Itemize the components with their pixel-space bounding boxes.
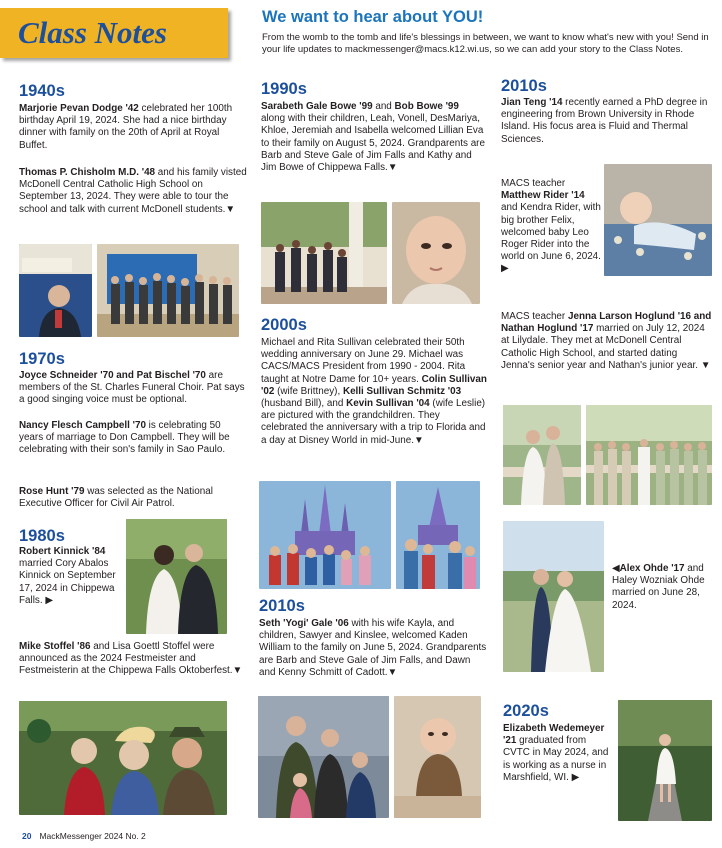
note-teng: Jian Teng '14 recently earned a PhD degree in engineering from Brown University in Rhode Island. His focus area is Fluid and Thermal Sciences. — [501, 97, 708, 145]
section-1970s: 1970s — [19, 350, 65, 368]
section-1990s: 1990s — [261, 80, 307, 98]
intro-block — [262, 8, 714, 55]
note-wedemeyer: Elizabeth Wedemeyer '21 graduated from CVTC in May 2024, and is working as a nurse in Marshfield, WI. ▶ — [503, 723, 609, 783]
note-bowe: Sarabeth Gale Bowe '99 and Bob Bowe '99 along with their children, Leah, Vonell, DesMariya, Khloe, Jeremiah and Isabella welcomed Lillian Eva to their family on August 5, 2024. Grandparents are Barb and Steve Gale of Jim Falls and Kathy and Jim Bowe of Chippewa Falls.▼ — [261, 101, 485, 174]
photo-gale-family — [258, 696, 389, 818]
note-stoffel: Mike Stoffel '86 and Lisa Goettl Stoffel were announced as the 2024 Festmeister and Festmeisterin at the Chippewa Falls Oktoberfest.▼ — [19, 641, 243, 677]
photo-sullivan-disney-couple — [396, 481, 480, 589]
intro-heading: We want to hear about YOU! — [262, 8, 484, 26]
photo-sullivan-disney-group — [259, 481, 391, 589]
note-chisholm: Thomas P. Chisholm M.D. '48 and his family visted McDonell Central Catholic High School on September 13, 2024. They were able to tour the school and talk with current McDonell students.▼ — [19, 167, 247, 215]
section-2020s: 2020s — [503, 702, 549, 720]
photo-chisholm-family — [97, 244, 239, 337]
photo-wedemeyer-graduate — [618, 700, 712, 821]
note-sullivan: Michael and Rita Sullivan celebrated their 50th wedding anniversary on June 29. Michael was CACS/MACS President from 1990 - 2004. Rita taught at Notre Dame for 10+ years. Colin Sullivan '02 (wife Brittney), Kelli Sullivan Schmitz '03 (husband Bill), and Kevin Sullivan '04 (wife Leslie) are pictured with the grandchildren. They celebrated the anniversary with a trip to Florida and a day at Disney World in mid-June.▼ — [261, 337, 487, 446]
class-notes-banner — [0, 8, 228, 58]
section-1980s: 1980s — [19, 527, 65, 545]
intro-text: From the womb to the tomb and life's blessings in between, we want to know what's new with you! Send in your life updates to mackmessenger@macs.k12.wi.us, so we can add your story to the Class Notes. — [262, 32, 709, 55]
note-hunt: Rose Hunt '79 was selected as the National Executive Officer for Civil Air Patrol. — [19, 486, 213, 510]
note-schneider: Joyce Schneider '70 and Pat Bischel '70 are members of the St. Charles Funeral Choir. Pat says a good singing voice must be optional. — [19, 370, 245, 406]
section-1940s: 1940s — [19, 82, 65, 100]
note-dodge: Marjorie Pevan Dodge '42 celebrated her 100th birthday April 19, 2024. She had a nice birthday dinner with family on the 20th of April at Royal Buffet. — [19, 103, 233, 151]
photo-hoglund-couple — [503, 405, 581, 505]
photo-kinnick-wedding — [126, 519, 227, 634]
page-number: 20 — [22, 831, 32, 841]
note-campbell: Nancy Flesch Campbell '70 is celebrating 50 years of marriage to Don Campbell. They will be celebrating with their son's family in Sao Paulo. — [19, 420, 230, 456]
photo-hoglund-wedding-party — [586, 405, 712, 505]
publication-name: MackMessenger 2024 No. 2 — [39, 831, 146, 841]
photo-stoffel-oktoberfest — [19, 701, 227, 815]
note-ohde: ◀Alex Ohde '17 and Haley Wozniak Ohde married on June 28, 2024. — [612, 563, 705, 611]
banner-title: Class Notes — [18, 15, 167, 50]
photo-bowe-baby — [392, 202, 480, 304]
photo-chisholm-portrait — [19, 244, 92, 337]
page-footer — [22, 831, 146, 841]
note-rider: MACS teacher Matthew Rider '14 and Kendra Rider, with big brother Felix, welcomed baby Leo Roger Rider into the world on June 6, 2024. ▶ — [501, 178, 601, 275]
photo-gale-baby — [394, 696, 481, 818]
section-2010s-a: 2010s — [259, 597, 305, 615]
photo-rider-baby — [604, 164, 712, 276]
note-gale: Seth 'Yogi' Gale '06 with his wife Kayla, and children, Sawyer and Kinslee, welcomed Kaden William to the family on June 5, 2024. Grandparents are Barb and Steve Gale of Jim Falls, and Dawn and Kenny Schmitt of Cadott.▼ — [259, 618, 487, 678]
note-kinnick: Robert Kinnick '84 married Cory Abalos Kinnick on September 17, 2024 in Chippewa Falls. ▶ — [19, 546, 116, 606]
section-2000s: 2000s — [261, 316, 307, 334]
note-hoglund: MACS teacher Jenna Larson Hoglund '16 and Nathan Hoglund '17 married on July 12, 2024 at Lilydale. They met at McDonell Central Catholic High School, and started dating Jenna's senior year and Nathan's junior year. ▼ — [501, 311, 712, 371]
photo-bowe-family — [261, 202, 387, 304]
photo-ohde-wedding — [503, 521, 604, 672]
section-2010s-b: 2010s — [501, 77, 547, 95]
